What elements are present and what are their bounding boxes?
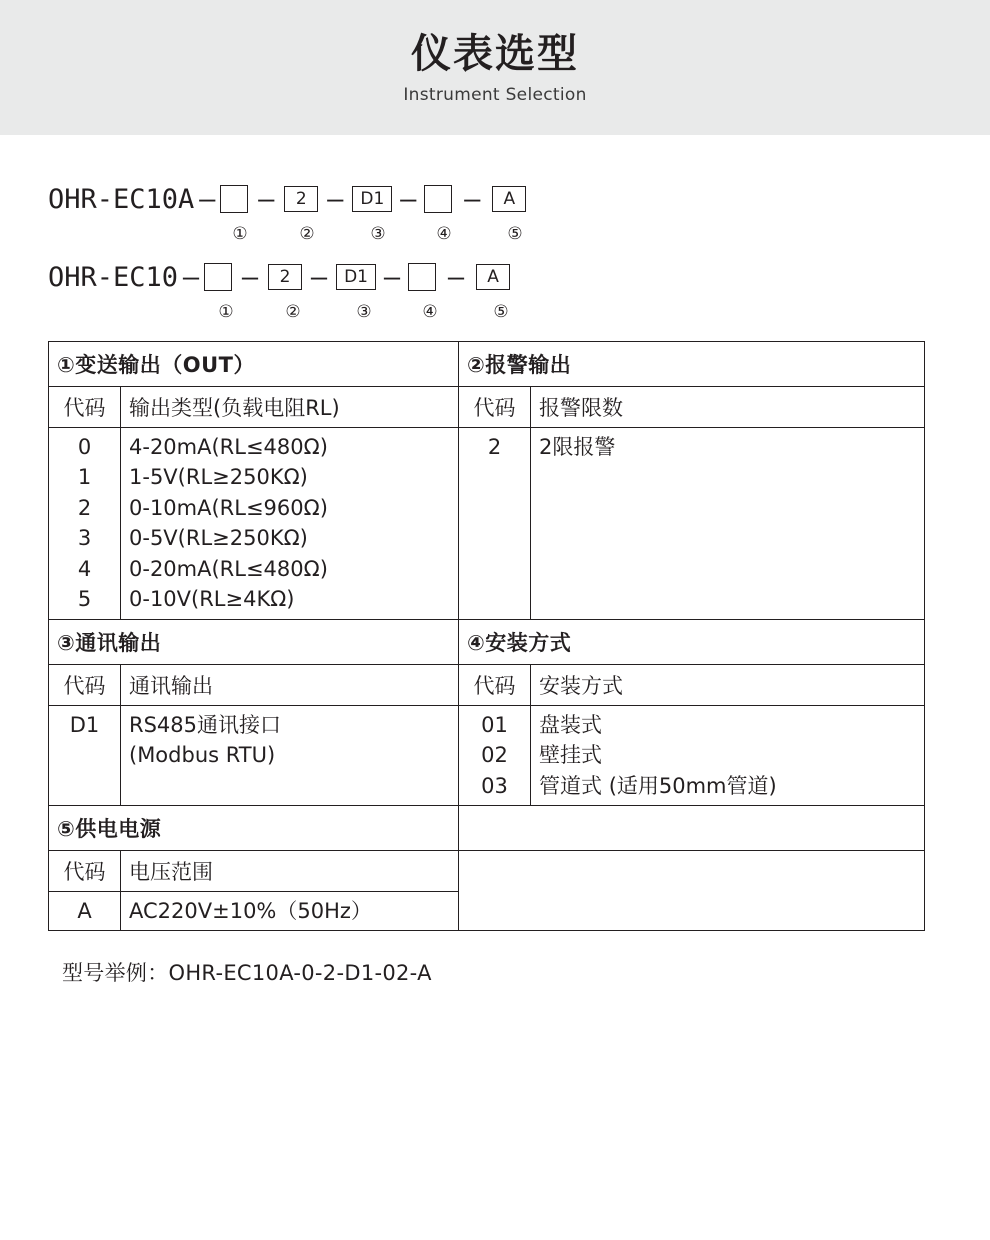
slot-index-2: ② <box>299 224 315 244</box>
page-header-banner <box>0 0 990 135</box>
desc-value-secondary: (Modbus RTU) <box>129 743 276 768</box>
desc-list-4 <box>531 705 925 805</box>
desc-list-5 <box>121 891 459 930</box>
table-row <box>49 619 925 664</box>
desc-value: 0-5V(RL≥250KΩ) <box>129 526 308 551</box>
col-header-desc-4: 安装方式 <box>531 664 925 705</box>
section-title-4: ④安装方式 <box>459 619 925 664</box>
page-title: 仪表选型 <box>411 30 579 77</box>
model-name-label: OHR-EC10 <box>48 261 179 293</box>
col-header-code-5: 代码 <box>49 850 121 891</box>
empty-cell <box>459 805 925 850</box>
model-separator: — <box>182 261 200 293</box>
code-value: D1 <box>69 712 100 737</box>
model-slot-4[interactable] <box>424 185 452 213</box>
table-row <box>49 850 925 891</box>
slot-index-2: ② <box>285 302 301 322</box>
model-separator: — <box>447 261 465 293</box>
desc-list-1 <box>121 428 459 620</box>
desc-value: RS485通讯接口 <box>129 712 282 737</box>
code-value: 2 <box>77 495 92 520</box>
desc-value: 4-20mA(RL≤480Ω) <box>129 435 328 459</box>
section-title-3: ③通讯输出 <box>49 619 459 664</box>
model-row-ohr-ec10a <box>48 179 938 219</box>
col-header-code-3: 代码 <box>49 664 121 705</box>
code-value: A <box>77 898 92 923</box>
page-subtitle: Instrument Selection <box>403 84 587 105</box>
model-slot-5[interactable]: A <box>476 264 510 290</box>
desc-list-2 <box>531 428 925 620</box>
codes-list-2 <box>459 428 531 620</box>
empty-cell <box>459 891 925 930</box>
model-slot-4[interactable] <box>408 263 436 291</box>
code-value: 3 <box>77 526 92 551</box>
slot-index-1: ① <box>232 224 248 244</box>
codes-list-5 <box>49 891 121 930</box>
desc-value: 0-10V(RL≥4KΩ) <box>129 587 295 612</box>
desc-value: AC220V±10%（50Hz） <box>129 898 372 923</box>
model-separator: — <box>464 183 481 215</box>
model-index-row-1 <box>48 219 938 249</box>
slot-index-1: ① <box>218 302 234 322</box>
code-value: 03 <box>481 773 508 798</box>
slot-index-5: ⑤ <box>493 302 509 322</box>
desc-value: 壁挂式 <box>539 743 603 768</box>
model-example: 型号举例：OHR-EC10A-0-2-D1-02-A <box>62 961 432 986</box>
desc-value: 盘装式 <box>539 712 603 737</box>
desc-value: 1-5V(RL≥250KΩ) <box>129 465 308 490</box>
code-value: 1 <box>77 465 92 490</box>
table-row <box>49 342 925 387</box>
code-value: 01 <box>481 712 508 737</box>
model-code-diagram <box>48 179 938 327</box>
codes-list-4 <box>459 705 531 805</box>
code-value: 2 <box>487 435 502 459</box>
model-slot-3[interactable]: D1 <box>352 186 392 212</box>
section-title-2: ②报警输出 <box>459 342 925 387</box>
slot-index-5: ⑤ <box>507 224 523 244</box>
table-row <box>49 428 925 620</box>
selection-table <box>48 341 925 931</box>
col-header-code-4: 代码 <box>459 664 531 705</box>
model-slot-1[interactable] <box>204 263 232 291</box>
col-header-code-1: 代码 <box>49 387 121 428</box>
model-slot-3[interactable]: D1 <box>336 264 376 290</box>
model-slot-5[interactable]: A <box>492 186 526 212</box>
desc-value: 管道式 (适用50mm管道) <box>539 773 777 798</box>
model-separator: — <box>383 261 401 293</box>
table-row <box>49 805 925 850</box>
codes-list-3 <box>49 705 121 805</box>
model-separator: — <box>400 183 417 215</box>
empty-cell <box>459 850 925 891</box>
model-separator: — <box>258 183 275 215</box>
col-header-code-2: 代码 <box>459 387 531 428</box>
col-header-desc-3: 通讯输出 <box>121 664 459 705</box>
code-value: 0 <box>77 435 92 459</box>
code-value: 5 <box>77 587 92 612</box>
desc-value: 0-10mA(RL≤960Ω) <box>129 495 328 520</box>
model-slot-2[interactable]: 2 <box>268 264 302 290</box>
code-value: 02 <box>481 743 508 768</box>
table-row <box>49 664 925 705</box>
slot-index-4: ④ <box>436 224 452 244</box>
code-value: 4 <box>77 556 92 581</box>
model-slot-2[interactable]: 2 <box>284 186 318 212</box>
slot-index-4: ④ <box>422 302 438 322</box>
model-separator: — <box>199 183 216 215</box>
col-header-desc-5: 电压范围 <box>121 850 459 891</box>
table-row <box>49 891 925 930</box>
section-title-5: ⑤供电电源 <box>49 805 459 850</box>
model-separator: — <box>241 261 259 293</box>
model-separator: — <box>327 183 344 215</box>
model-row-ohr-ec10 <box>48 257 938 297</box>
codes-list-1 <box>49 428 121 620</box>
slot-index-3: ③ <box>370 224 386 244</box>
col-header-desc-1: 输出类型(负载电阻RL) <box>121 387 459 428</box>
desc-value: 2限报警 <box>539 435 616 459</box>
col-header-desc-2: 报警限数 <box>531 387 925 428</box>
desc-value: 0-20mA(RL≤480Ω) <box>129 556 328 581</box>
slot-index-3: ③ <box>356 302 372 322</box>
table-row <box>49 387 925 428</box>
section-title-1: ①变送输出（OUT） <box>49 342 459 387</box>
model-separator: — <box>310 261 328 293</box>
table-row <box>49 705 925 805</box>
desc-list-3 <box>121 705 459 805</box>
model-index-row-2 <box>48 297 938 327</box>
model-name-label: OHR-EC10A <box>48 183 195 215</box>
model-slot-1[interactable] <box>220 185 248 213</box>
